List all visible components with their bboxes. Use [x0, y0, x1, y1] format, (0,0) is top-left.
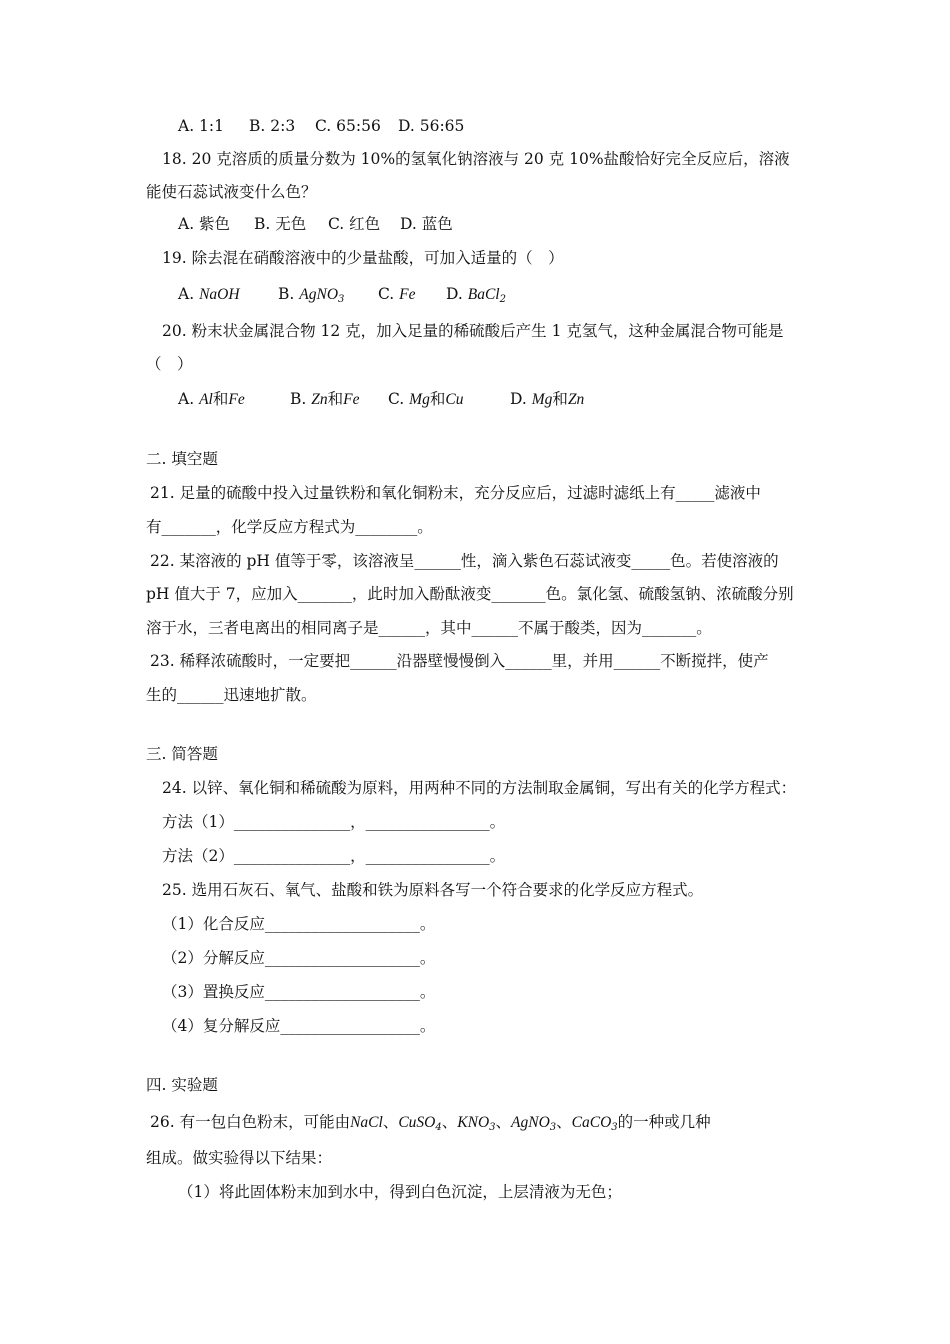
q25-item3: （3）置换反应____________________。	[162, 983, 436, 1001]
q18-option-c: C. 红色	[328, 215, 381, 233]
formula-cuso4: CuSO	[398, 1114, 436, 1131]
q19-stem: 19. 除去混在硝酸溶液中的少量盐酸，可加入适量的（ ）	[162, 249, 564, 267]
q21-line1: 21. 足量的硫酸中投入过量铁粉和氧化铜粉末，充分反应后，过滤时滤纸上有_____滤液中	[150, 484, 761, 502]
q17-options	[178, 116, 465, 136]
q19-option-a: A. NaOH	[178, 285, 240, 303]
q17-option-a: A. 1:1	[178, 117, 224, 135]
q19-option-b: B. AgNO$_3$	[278, 285, 345, 305]
q18-option-a: A. 紫色	[178, 215, 231, 233]
q26-line1: 26. 有一包白色粉末，可能由NaCl、CuSO$_4$、$KNO_3$、AgNO$_3$、CaCO$_3$的一种或几种	[150, 1113, 711, 1133]
q23-line1: 23. 稀释浓硫酸时，一定要把______沿器壁慢慢倒入______里，并用______不断搅拌，使产	[150, 652, 769, 670]
q25-item4: （4）复分解反应__________________。	[162, 1017, 436, 1035]
q20-option-c: C. Mg和Cu	[388, 390, 464, 408]
q22-line3: 溶于水，三者电离出的相同离子是______，其中______不属于酸类，因为_______。	[146, 619, 712, 637]
section-3-title: 三. 简答题	[146, 745, 218, 763]
q22-line1: 22. 某溶液的 pH 值等于零，该溶液呈______性，滴入紫色石蕊试液变_____色。若使溶液的	[150, 552, 779, 570]
q24-method1: 方法（1）_______________，________________。	[162, 813, 506, 831]
q21-line2: 有_______，化学反应方程式为________。	[146, 518, 433, 536]
q17-option-d: D. 56:65	[398, 117, 465, 135]
q20-stem-line1: 20. 粉末状金属混合物 12 克，加入足量的稀硫酸后产生 1 克氢气，这种金属混合物可能是	[162, 322, 784, 340]
q24-method2: 方法（2）_______________，________________。	[162, 847, 506, 865]
q20-option-a: A. Al和Fe	[178, 390, 245, 408]
q25-stem: 25. 选用石灰石、氧气、盐酸和铁为原料各写一个符合要求的化学反应方程式。	[162, 881, 704, 899]
q20-options	[178, 389, 585, 410]
q20-option-b: B. Zn和Fe	[290, 390, 360, 408]
q25-item2: （2）分解反应____________________。	[162, 949, 436, 967]
formula-agno3: AgNO	[511, 1114, 550, 1131]
q20-option-d: D. Mg和Zn	[510, 390, 585, 408]
q23-line2: 生的______迅速地扩散。	[146, 686, 317, 704]
q18-stem-line2: 能使石蕊试液变什么色？	[146, 183, 317, 201]
q17-option-b: B. 2:3	[249, 117, 296, 135]
q19-options	[178, 284, 506, 305]
q26-step1: （1）将此固体粉末加到水中，得到白色沉淀，上层清液为无色；	[178, 1183, 622, 1201]
q25-item1: （1）化合反应____________________。	[162, 915, 436, 933]
q17-option-c: C. 65:56	[315, 117, 381, 135]
formula-kno3: KNO	[457, 1114, 490, 1131]
q18-option-d: D. 蓝色	[400, 215, 453, 233]
q18-option-b: B. 无色	[254, 215, 307, 233]
formula-nacl: NaCl	[350, 1114, 383, 1131]
q20-stem-line2: （ ）	[146, 355, 193, 373]
formula-caco3: CaCO	[571, 1114, 612, 1131]
q22-line2: pH 值大于 7，应加入_______，此时加入酚酞液变_______色。氯化氢、硫酸氢钠、浓硫酸分别	[146, 585, 794, 603]
section-2-title: 二. 填空题	[146, 450, 218, 468]
q26-line2: 组成。做实验得以下结果：	[146, 1149, 333, 1167]
section-4-title: 四. 实验题	[146, 1076, 218, 1094]
q18-stem-line1: 18. 20 克溶质的质量分数为 10%的氢氧化钠溶液与 20 克 10%盐酸恰好完全反应后，溶液	[162, 150, 790, 168]
q18-options	[178, 214, 453, 234]
q19-option-c: C. Fe	[378, 285, 416, 303]
q19-option-d: D. BaCl$_2$	[446, 285, 506, 305]
q24-stem: 24. 以锌、氧化铜和稀硫酸为原料，用两种不同的方法制取金属铜，写出有关的化学方程式：	[162, 779, 797, 797]
